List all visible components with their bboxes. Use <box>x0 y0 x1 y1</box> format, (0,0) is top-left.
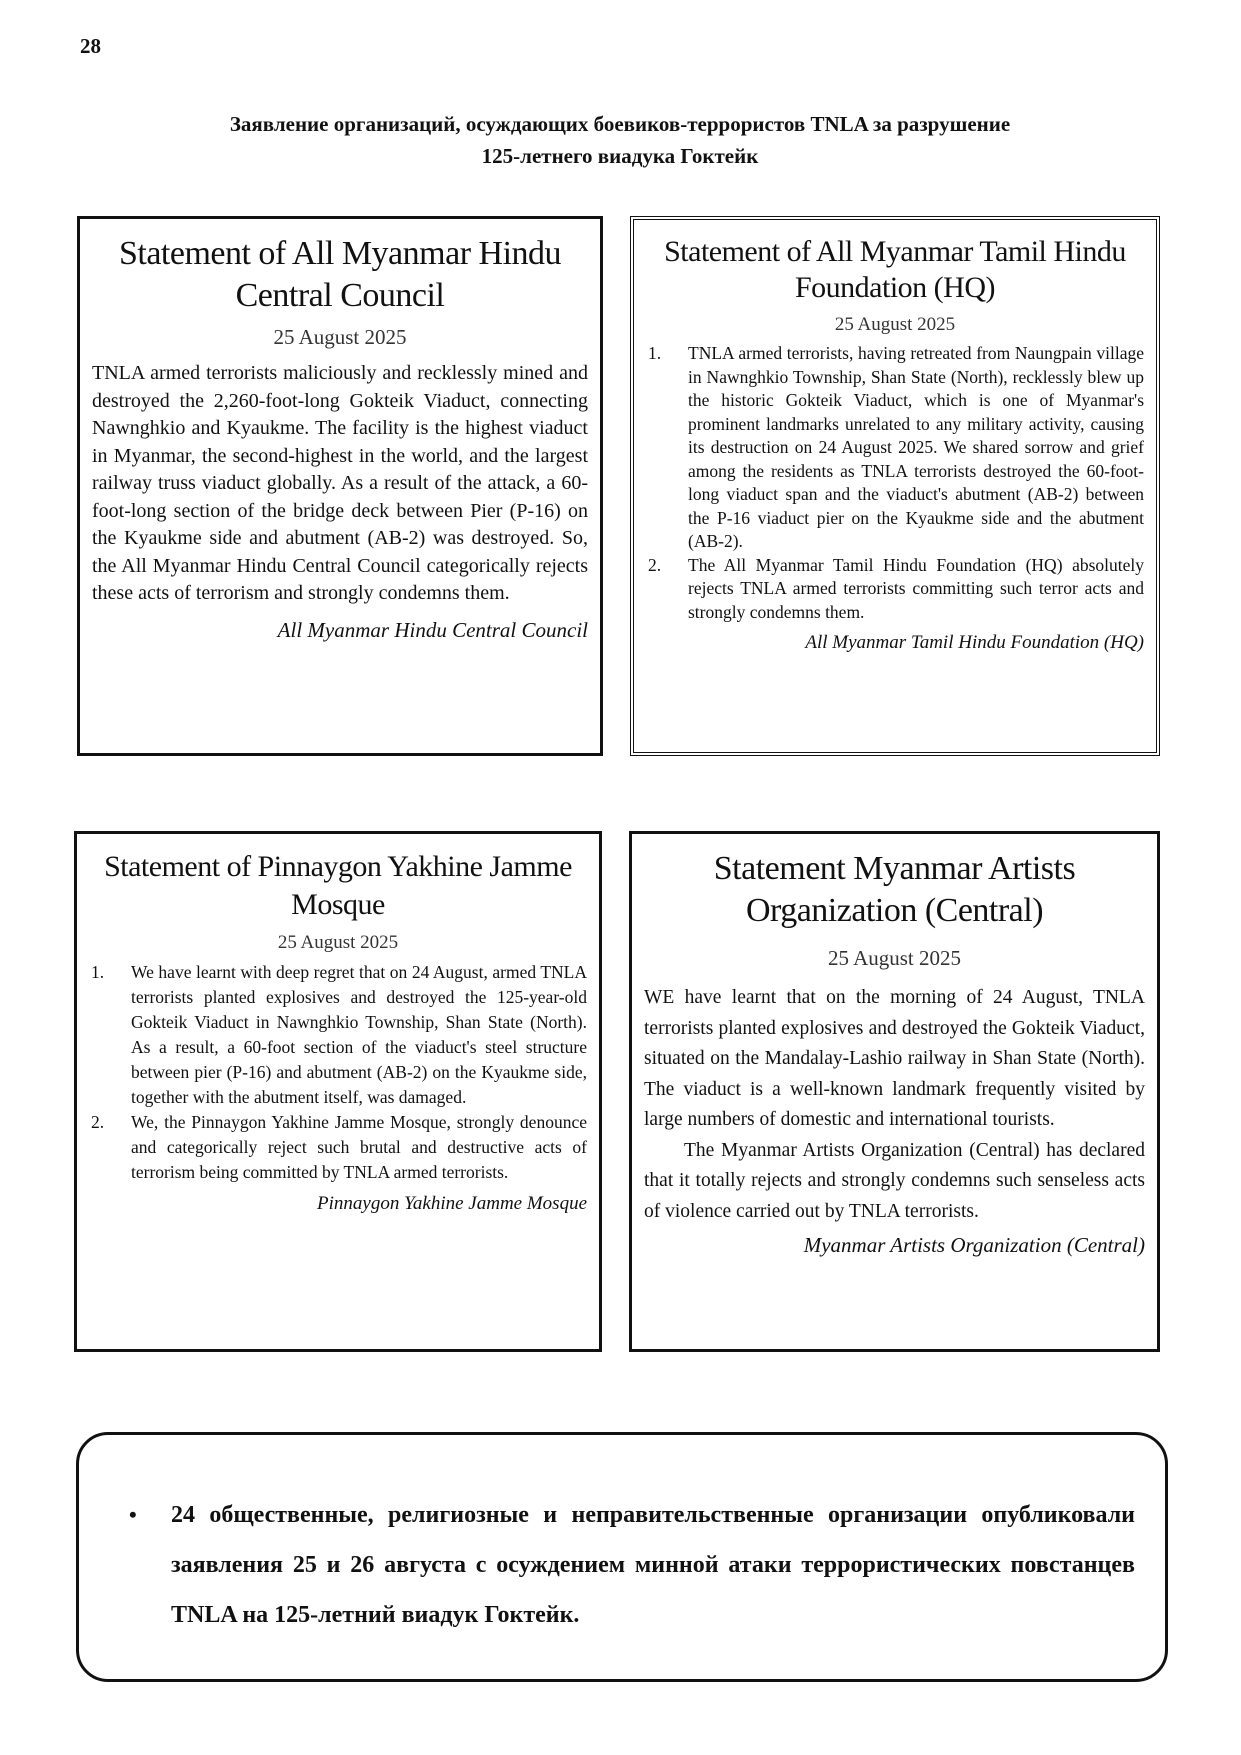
list-item-text: TNLA armed terrorists, having retreated from Naungpain village in Nawnghkio Township, Shan State (North), recklessly blew up the historic Gokteik Viaduct, which is one of Myanmar's prominent landmarks unrelated to any military activity, causing its destruction on 24 August 2025. We shared sorrow and grief among the residents as TNLA terrorists destroyed the 60-foot-long viaduct span and the viaduct's abutment (AB-2) between the P-16 viaduct pier on the Kyaukme side and the abutment (AB-2). <box>688 343 1144 551</box>
statement-signature: All Myanmar Tamil Hindu Foundation (HQ) <box>805 632 1144 653</box>
statement-tamil-hindu-foundation <box>630 216 1160 756</box>
statement-date: 25 August 2025 <box>834 314 956 335</box>
page-heading <box>120 108 1120 172</box>
statement-paragraph: WE have learnt that on the morning of 24 August, TNLA terrorists planted explosives and destroyed the Gokteik Viaduct, situated on the Mandalay-Lashio railway in Shan State (North). The viaduct is a well-known landmark frequently visited by large numbers of domestic and international tourists. <box>644 987 1145 1130</box>
statement-hindu-central-council <box>77 216 603 756</box>
page-heading-line-1: Заявление организаций, осуждающих боевиков-террористов TNLA за разрушение <box>229 112 1011 136</box>
list-item-number: 1. <box>91 962 105 982</box>
page-number: 28 <box>80 34 101 58</box>
statement-title: Statement Myanmar Artists Organization (Central) <box>713 850 1076 929</box>
statement-title: Statement of All Myanmar Tamil Hindu Foundation (HQ) <box>664 235 1126 304</box>
statement-body <box>92 360 588 608</box>
list-item-text: We, the Pinnaygon Yakhine Jamme Mosque, strongly denounce and categorically reject such brutal and destructive acts of terrorism being committed by TNLA armed terrorists. <box>131 1112 587 1182</box>
statement-paragraph: The Myanmar Artists Organization (Central) has declared that it totally rejects and strongly condemns such senseless acts of violence carried out by TNLA terrorists. <box>644 1139 1145 1222</box>
statement-title: Statement of All Myanmar Hindu Central Council <box>118 235 562 314</box>
statement-list <box>646 342 1144 624</box>
list-item <box>646 342 1144 554</box>
summary-box <box>76 1432 1168 1682</box>
list-item-number: 2. <box>648 554 662 575</box>
statement-signature: All Myanmar Hindu Central Council <box>277 617 588 642</box>
statement-list <box>89 960 587 1185</box>
statement-signature: Myanmar Artists Organization (Central) <box>803 1233 1145 1257</box>
list-item <box>89 1110 587 1185</box>
summary-text: 24 общественные, религиозные и неправительственные организации опубликовали заявления 25 и 26 августа с осуждением минной атаки террористических повстанцев TNLA на 125-летний виадук Гоктейк. <box>171 1502 1135 1628</box>
statement-myanmar-artists-organization <box>629 831 1160 1352</box>
bullet-icon: • <box>129 1502 137 1527</box>
list-item <box>646 554 1144 625</box>
statement-paragraph: TNLA armed terrorists maliciously and recklessly mined and destroyed the 2,260-foot-long Gokteik Viaduct, connecting Nawnghkio and Kyaukme. The facility is the highest viaduct in Myanmar, the second-highest in the world, and the largest railway truss viaduct globally. As a result of the attack, a 60-foot-long section of the bridge deck between Pier (P-16) on the Kyaukme side and abutment (AB-2) was destroyed. So, the All Myanmar Hindu Central Council categorically rejects these acts of terrorism and strongly condemns them. <box>92 362 588 604</box>
statement-body <box>89 960 587 1185</box>
summary-item <box>129 1490 1135 1640</box>
list-item-text: We have learnt with deep regret that on 24 August, armed TNLA terrorists planted explosives and destroyed the 125-year-old Gokteik Viaduct in Nawnghkio Township, Shan State (North). As a result, a 60-foot section of the viaduct's steel structure between pier (P-16) and abutment (AB-2) on the Kyaukme side, together with the abutment itself, was damaged. <box>131 962 587 1107</box>
page-heading-line-2: 125-летнего виадука Гоктейк <box>481 144 759 168</box>
statement-pinnaygon-mosque <box>74 831 602 1352</box>
statement-date: 25 August 2025 <box>277 932 399 953</box>
statement-body <box>646 342 1144 624</box>
list-item-number: 2. <box>91 1112 105 1132</box>
statement-date: 25 August 2025 <box>273 325 407 349</box>
statement-title: Statement of Pinnaygon Yakhine Jamme Mosque <box>104 850 572 921</box>
statement-body <box>644 983 1145 1227</box>
statement-date: 25 August 2025 <box>827 946 961 970</box>
list-item <box>89 960 587 1110</box>
list-item-text: The All Myanmar Tamil Hindu Foundation (HQ) absolutely rejects TNLA armed terrorists committing such terror acts and strongly condemns them. <box>688 554 1144 622</box>
statement-signature: Pinnaygon Yakhine Jamme Mosque <box>317 1193 587 1214</box>
list-item-number: 1. <box>648 343 662 363</box>
